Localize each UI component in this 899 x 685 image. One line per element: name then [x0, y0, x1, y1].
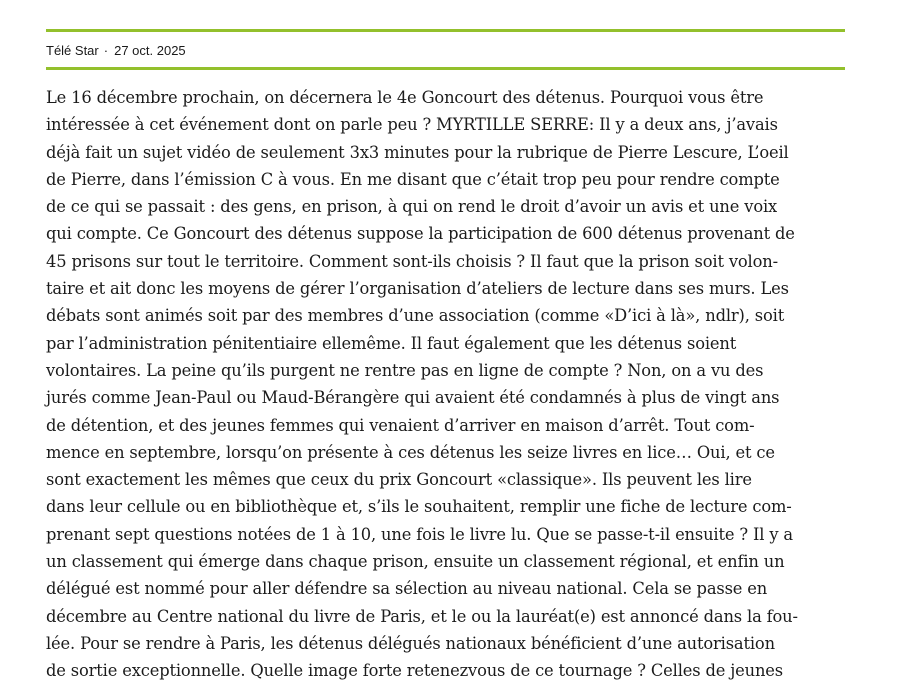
- text-line: sont exactement les mêmes que ceux du prix Goncourt «classique». Ils peuvent les lire: [46, 470, 752, 490]
- text-line: prenant sept questions notées de 1 à 10, une fois le livre lu. Que se passe-t-il ensuite ? Il y a: [46, 524, 793, 544]
- text-line: de Pierre, dans l’émission C à vous. En me disant que c’était trop peu pour rendre compte: [46, 169, 780, 189]
- text-line: volontaires. La peine qu’ils purgent ne rentre pas en ligne de compte ? Non, on a vu des: [46, 360, 764, 380]
- text-line: par l’administration pénitentiaire ellemême. Il faut également que les détenus soient: [46, 333, 737, 353]
- meta-separator: ·: [103, 42, 109, 58]
- bottom-divider: [46, 67, 845, 70]
- text-line: de ce qui se passait : des gens, en prison, à qui on rend le droit d’avoir un avis et une voix: [46, 197, 778, 217]
- article: [46, 29, 845, 685]
- text-line: décembre au Centre national du livre de Paris, et le ou la lauréat(e) est annoncé dans la fou-: [46, 606, 798, 626]
- text-line: qui compte. Ce Goncourt des détenus suppose la participation de 600 détenus provenant de: [46, 224, 795, 244]
- text-line: taire et ait donc les moyens de gérer l’organisation d’ateliers de lecture dans ses murs. Les: [46, 279, 789, 299]
- source-name: Télé Star: [46, 42, 99, 58]
- publish-date: 27 oct. 2025: [114, 42, 186, 58]
- article-body: [46, 84, 845, 685]
- text-line: intéressée à cet événement dont on parle peu ? MYRTILLE SERRE: Il y a deux ans, j’avais: [46, 115, 778, 135]
- text-line: Le 16 décembre prochain, on décernera le 4e Goncourt des détenus. Pourquoi vous être: [46, 88, 764, 107]
- text-line: de détention, et des jeunes femmes qui venaient d’arriver en maison d’arrêt. Tout com-: [46, 415, 755, 435]
- text-line: de sortie exceptionnelle. Quelle image forte retenezvous de ce tournage ? Celles de jeunes: [46, 661, 783, 681]
- text-line: un classement qui émerge dans chaque prison, ensuite un classement régional, et enfin un: [46, 552, 785, 572]
- text-line: 45 prisons sur tout le territoire. Comment sont-ils choisis ? Il faut que la prison soit volon-: [46, 251, 778, 271]
- article-meta: [46, 32, 845, 67]
- text-line: jurés comme Jean-Paul ou Maud-Bérangère qui avaient été condamnés à plus de vingt ans: [46, 388, 780, 408]
- text-line: dans leur cellule ou en bibliothèque et, s’ils le souhaitent, remplir une fiche de lecture com-: [46, 497, 792, 517]
- text-line: mence en septembre, lorsqu’on présente à ces détenus les seize livres en lice… Oui, et ce: [46, 442, 775, 462]
- text-line: déjà fait un sujet vidéo de seulement 3x3 minutes pour la rubrique de Pierre Lescure, L’oeil: [46, 142, 789, 162]
- text-line: débats sont animés soit par des membres d’une association (comme «D’ici à là», ndlr), soit: [46, 306, 785, 326]
- text-line: lée. Pour se rendre à Paris, les détenus délégués nationaux bénéficient d’une autorisation: [46, 633, 775, 653]
- text-line: délégué est nommé pour aller défendre sa sélection au niveau national. Cela se passe en: [46, 579, 768, 599]
